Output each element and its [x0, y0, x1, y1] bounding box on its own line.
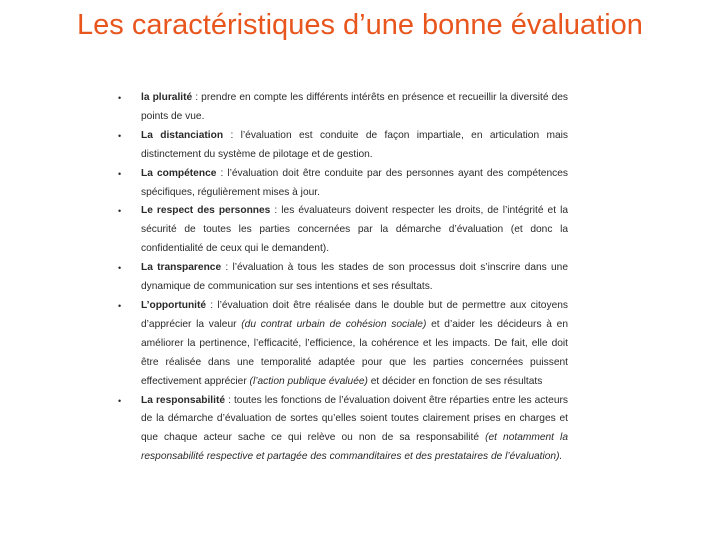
criteria-item — [118, 392, 568, 468]
criteria-description: : l’évaluation doit être conduite par des personnes ayant des compétences spécifiques, régulièrement mises à jour. — [141, 167, 568, 198]
criteria-description: : l’évaluation est conduite de façon impartiale, en articulation mais distinctement du système de pilotage et de gestion. — [141, 129, 568, 160]
criteria-term: La distanciation — [141, 129, 224, 141]
criteria-term: La compétence — [141, 167, 217, 179]
criteria-description: et d’aider les décideurs à en améliorer la pertinence, l’efficacité, l’efficience, la cohérence et les impacts. De fait, elle doit être réalisée dans une temporalité adaptée pour que les parties concernées puissent effectivement apprécier — [141, 318, 568, 387]
criteria-description: : l’évaluation doit être réalisée dans le double but de permettre aux citoyens d’apprécier la valeur — [141, 299, 568, 330]
bullet-icon: • — [118, 130, 122, 141]
criteria-description: : les évaluateurs doivent respecter les droits, de l’intégrité et la sécurité de toutes les parties concernées par la démarche d’évaluation (et donc la confidentialité de ceux qui le demandent). — [141, 205, 569, 255]
criteria-item — [118, 202, 568, 259]
criteria-description: : l’évaluation à tous les stades de son processus doit s’inscrire dans une dynamique de communication sur ses intentions et ses résultats. — [141, 262, 568, 293]
slide-title: Les caractéristiques d’une bonne évaluation — [77, 9, 643, 41]
criteria-description: et décider en fonction de ses résultats — [367, 375, 543, 387]
bullet-icon: • — [118, 395, 122, 406]
criteria-note: (l’action publique évaluée) — [249, 375, 368, 387]
criteria-description: : prendre en compte les différents intérêts en présence et recueillir la diversité des points de vue. — [141, 92, 569, 122]
criteria-note: (du contrat urbain de cohésion sociale) — [241, 318, 427, 330]
bullet-icon: • — [118, 263, 122, 274]
bullet-icon: • — [118, 300, 122, 311]
bullet-icon: • — [118, 93, 122, 103]
criteria-note: (et notamment la responsabilité respective et partagée des commanditaires et des prestataires de l’évaluation). — [141, 432, 568, 463]
criteria-term: La responsabilité — [141, 394, 226, 406]
criteria-term: Le respect des personnes — [141, 205, 271, 217]
criteria-item — [118, 127, 568, 165]
criteria-item — [118, 165, 568, 203]
criteria-item — [118, 297, 568, 392]
bullet-icon: • — [118, 206, 122, 217]
criteria-list — [118, 89, 568, 467]
bullet-icon: • — [118, 168, 122, 179]
criteria-description: : toutes les fonctions de l’évaluation doivent être réparties entre les acteurs de la démarche d’évaluation de sortes qu’elles soient toutes clairement prises en charges et que chaque acteur sache ce qui relève ou non de sa responsabilité — [141, 394, 568, 444]
criteria-term: La transparence — [141, 262, 222, 274]
criteria-term: la pluralité — [141, 92, 193, 103]
criteria-item — [118, 259, 568, 297]
criteria-item — [118, 89, 568, 127]
criteria-term: L’opportunité — [141, 299, 207, 311]
